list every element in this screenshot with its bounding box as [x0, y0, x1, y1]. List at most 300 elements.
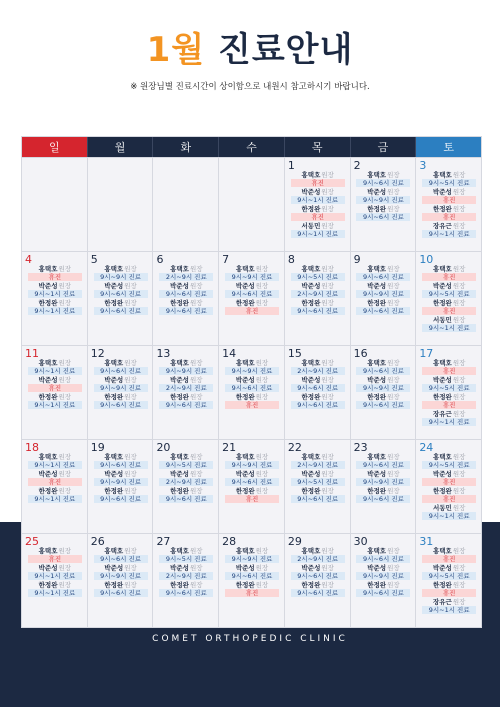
doctor-line [39, 282, 71, 290]
doctor-line [367, 282, 399, 290]
day-cell [285, 252, 351, 345]
doctor-name: 한정완 [367, 299, 387, 307]
doctor-line [104, 470, 136, 478]
day-number: 14 [222, 347, 237, 360]
clinic-hours-badge: 9시~9시 진료 [225, 367, 279, 375]
doctor-name: 홍택호 [38, 453, 58, 461]
doctor-role: 원장 [255, 453, 269, 461]
day-cell [153, 440, 219, 533]
day-number: 21 [222, 441, 237, 454]
doctor-role: 원장 [321, 581, 334, 589]
doctor-role: 원장 [452, 453, 466, 461]
clinic-hours-badge: 9시~6시 진료 [94, 290, 148, 298]
clinic-hours-badge: 9시~6시 진료 [94, 555, 148, 563]
doctor-line [433, 487, 465, 495]
doctor-role: 원장 [452, 410, 466, 418]
doctor-role: 원장 [255, 299, 269, 307]
day-off-badge: 휴진 [291, 213, 345, 221]
doctor-name: 장유근 [432, 598, 452, 606]
day-number: 4 [25, 253, 32, 266]
clinic-hours-badge: 9시~1시 진료 [422, 512, 476, 520]
doctor-name: 박준성 [38, 470, 58, 478]
doctor-role: 원장 [124, 564, 137, 572]
doctor-role: 원장 [58, 564, 72, 572]
schedule-entries [25, 359, 85, 410]
doctor-role: 원장 [452, 265, 466, 273]
day-number: 3 [419, 159, 427, 172]
doctor-line [39, 299, 71, 307]
doctor-name: 홍택호 [367, 265, 387, 273]
clinic-hours-badge: 9시~5시 진료 [159, 555, 213, 563]
doctor-line [433, 299, 465, 307]
day-cell [88, 346, 154, 439]
day-cell [351, 534, 417, 627]
doctor-name: 한정완 [367, 581, 387, 589]
weekday-monday: 월 [88, 137, 154, 157]
doctor-name: 홍택호 [432, 547, 452, 555]
clinic-hours-badge: 9시~5시 진료 [422, 384, 476, 392]
doctor-line [236, 581, 268, 589]
day-off-badge: 휴진 [422, 213, 476, 221]
doctor-role: 원장 [321, 188, 334, 196]
calendar-week [22, 157, 481, 251]
doctor-name: 한정완 [104, 393, 124, 401]
weekday-saturday: 토 [416, 137, 481, 157]
doctor-name: 홍택호 [367, 359, 387, 367]
doctor-name: 한정완 [235, 393, 255, 401]
clinic-hours-badge: 2시~9시 진료 [291, 367, 345, 375]
doctor-role: 원장 [189, 547, 203, 555]
doctor-line [236, 547, 268, 555]
day-number: 25 [25, 535, 39, 548]
clinic-hours-badge: 9시~5시 진료 [422, 179, 476, 187]
doctor-line [367, 453, 399, 461]
clinic-hours-badge: 2시~9시 진료 [291, 461, 345, 469]
day-off-badge: 휴진 [28, 478, 82, 486]
doctor-role: 원장 [124, 453, 137, 461]
schedule-entries [91, 547, 151, 598]
doctor-name: 박준성 [170, 376, 189, 384]
day-cell [351, 346, 417, 439]
doctor-line [367, 470, 399, 478]
clinic-hours-badge: 9시~9시 진료 [94, 572, 148, 580]
doctor-line [433, 316, 465, 324]
clinic-hours-badge: 9시~6시 진료 [159, 495, 213, 503]
day-cell [416, 346, 481, 439]
schedule-entries [288, 265, 348, 316]
doctor-line [39, 265, 71, 273]
doctor-line [433, 410, 465, 418]
clinic-hours-badge: 9시~6시 진료 [159, 290, 213, 298]
doctor-name: 홍택호 [170, 359, 189, 367]
doctor-line [302, 564, 334, 572]
day-cell [22, 252, 88, 345]
clinic-hours-badge: 9시~6시 진료 [225, 290, 279, 298]
page-title [0, 30, 500, 70]
clinic-hours-badge: 2시~9시 진료 [159, 273, 213, 281]
doctor-role: 원장 [452, 188, 466, 196]
clinic-hours-badge: 9시~6시 진료 [356, 401, 410, 409]
doctor-line [302, 282, 334, 290]
clinic-hours-badge: 9시~9시 진료 [225, 461, 279, 469]
doctor-role: 원장 [255, 581, 269, 589]
doctor-line [302, 359, 334, 367]
schedule-entries [419, 359, 479, 427]
doctor-name: 박준성 [432, 282, 452, 290]
doctor-name: 한정완 [432, 205, 452, 213]
day-cell [351, 252, 417, 345]
doctor-role: 원장 [189, 470, 203, 478]
doctor-name: 박준성 [235, 282, 255, 290]
doctor-name: 박준성 [104, 376, 124, 384]
doctor-name: 홍택호 [367, 171, 387, 179]
day-cell [285, 346, 351, 439]
clinic-hours-badge: 9시~5시 진료 [291, 273, 345, 281]
doctor-role: 원장 [255, 547, 269, 555]
schedule-entries [156, 265, 216, 316]
doctor-name: 한정완 [432, 393, 452, 401]
doctor-line [367, 376, 399, 384]
doctor-role: 원장 [387, 171, 400, 179]
day-number: 31 [419, 535, 434, 548]
doctor-role: 원장 [189, 359, 203, 367]
day-cell [285, 534, 351, 627]
clinic-hours-badge: 9시~9시 진료 [94, 384, 148, 392]
doctor-role: 원장 [189, 453, 203, 461]
day-off-badge: 휴진 [225, 589, 279, 597]
day-cell [416, 534, 481, 627]
clinic-hours-badge: 9시~6시 진료 [291, 307, 345, 315]
clinic-hours-badge: 9시~1시 진료 [422, 418, 476, 426]
doctor-name: 한정완 [432, 581, 452, 589]
doctor-role: 원장 [387, 359, 400, 367]
doctor-line [170, 564, 202, 572]
day-cell [153, 346, 219, 439]
doctor-line [170, 487, 202, 495]
doctor-line [170, 299, 202, 307]
weekday-header [22, 137, 481, 157]
schedule-entries [288, 453, 348, 504]
doctor-line [367, 265, 399, 273]
clinic-hours-badge: 9시~1시 진료 [28, 307, 82, 315]
day-off-badge: 휴진 [291, 179, 345, 187]
clinic-hours-badge: 9시~6시 진료 [159, 307, 213, 315]
doctor-line [104, 376, 136, 384]
day-number: 30 [353, 535, 368, 548]
clinic-hours-badge: 9시~6시 진료 [356, 461, 410, 469]
doctor-line [302, 299, 334, 307]
doctor-role: 원장 [452, 299, 466, 307]
clinic-hours-badge: 9시~1시 진료 [28, 401, 82, 409]
doctor-line [104, 564, 136, 572]
doctor-line [236, 564, 268, 572]
day-number: 1 [287, 159, 295, 172]
doctor-line [236, 453, 268, 461]
doctor-role: 원장 [58, 282, 72, 290]
doctor-line [302, 393, 334, 401]
day-cell [22, 534, 88, 627]
doctor-role: 원장 [387, 564, 400, 572]
clinic-hours-badge: 9시~6시 진료 [356, 179, 410, 187]
doctor-line [367, 487, 399, 495]
doctor-name: 홍택호 [432, 171, 452, 179]
doctor-name: 한정완 [367, 393, 387, 401]
schedule-entries [156, 547, 216, 598]
day-cell [153, 534, 219, 627]
clinic-hours-badge: 9시~6시 진료 [225, 572, 279, 580]
clinic-hours-badge: 9시~6시 진료 [94, 589, 148, 597]
doctor-line [302, 376, 334, 384]
doctor-name: 한정완 [170, 299, 189, 307]
doctor-name: 한정완 [38, 299, 58, 307]
doctor-role: 원장 [321, 282, 334, 290]
doctor-name: 박준성 [235, 470, 255, 478]
doctor-name: 한정완 [104, 581, 124, 589]
doctor-name: 박준성 [301, 282, 321, 290]
empty-day-cell [22, 158, 88, 251]
doctor-role: 원장 [452, 598, 466, 606]
doctor-role: 원장 [321, 547, 334, 555]
clinic-hours-badge: 9시~6시 진료 [291, 384, 345, 392]
day-cell [88, 534, 154, 627]
doctor-role: 원장 [387, 205, 400, 213]
clinic-hours-badge: 9시~9시 진료 [159, 367, 213, 375]
doctor-role: 원장 [321, 171, 334, 179]
schedule-entries [91, 453, 151, 504]
doctor-name: 박준성 [432, 376, 452, 384]
calendar-week [22, 345, 481, 439]
doctor-line [170, 581, 202, 589]
doctor-line [104, 581, 136, 589]
header [0, 30, 500, 92]
clinic-hours-badge: 2시~9시 진료 [291, 290, 345, 298]
calendar-week [22, 533, 481, 627]
doctor-role: 원장 [58, 487, 72, 495]
clinic-hours-badge: 9시~6시 진료 [356, 273, 410, 281]
day-number: 10 [419, 253, 434, 266]
doctor-line [170, 393, 202, 401]
doctor-name: 박준성 [367, 376, 387, 384]
clinic-hours-badge: 9시~6시 진료 [356, 367, 410, 375]
day-number: 5 [90, 253, 98, 266]
doctor-line [367, 188, 399, 196]
doctor-line [39, 581, 71, 589]
clinic-hours-badge: 9시~5시 진료 [422, 572, 476, 580]
doctor-role: 원장 [387, 265, 400, 273]
clinic-hours-badge: 9시~5시 진료 [422, 461, 476, 469]
day-off-badge: 휴진 [225, 495, 279, 503]
doctor-name: 박준성 [367, 470, 387, 478]
schedule-entries [222, 359, 282, 410]
clinic-hours-badge: 9시~1시 진료 [28, 290, 82, 298]
doctor-role: 원장 [321, 453, 334, 461]
doctor-line [302, 265, 334, 273]
doctor-line [433, 376, 465, 384]
day-cell [88, 440, 154, 533]
doctor-role: 원장 [58, 359, 72, 367]
day-off-badge: 휴진 [422, 555, 476, 563]
doctor-role: 원장 [387, 487, 400, 495]
schedule-entries [91, 265, 151, 316]
doctor-line [433, 453, 465, 461]
doctor-name: 박준성 [104, 470, 124, 478]
clinic-hours-badge: 9시~6시 진료 [291, 589, 345, 597]
doctor-role: 원장 [255, 359, 269, 367]
day-number: 27 [156, 535, 171, 548]
doctor-name: 박준성 [104, 564, 124, 572]
doctor-line [367, 359, 399, 367]
title-month: 1월 [146, 30, 206, 70]
schedule-entries [419, 453, 479, 521]
schedule-entries [419, 265, 479, 333]
doctor-name: 홍택호 [38, 547, 58, 555]
day-cell [22, 440, 88, 533]
schedule-entries [419, 171, 479, 239]
weekday-tuesday: 화 [153, 137, 219, 157]
doctor-role: 원장 [452, 581, 466, 589]
doctor-role: 원장 [189, 299, 203, 307]
doctor-role: 원장 [387, 547, 400, 555]
doctor-name: 한정완 [38, 487, 58, 495]
doctor-name: 한정완 [301, 581, 321, 589]
doctor-line [433, 504, 465, 512]
doctor-role: 원장 [58, 453, 72, 461]
doctor-line [433, 393, 465, 401]
clinic-hours-badge: 9시~9시 진료 [356, 290, 410, 298]
day-off-badge: 휴진 [422, 307, 476, 315]
doctor-name: 박준성 [367, 188, 387, 196]
day-cell [416, 252, 481, 345]
doctor-name: 홍택호 [170, 453, 189, 461]
day-number: 29 [287, 535, 302, 548]
doctor-name: 한정완 [432, 487, 452, 495]
doctor-role: 원장 [58, 393, 72, 401]
doctor-line [236, 470, 268, 478]
day-cell [285, 440, 351, 533]
schedule-entries [25, 265, 85, 316]
doctor-role: 원장 [58, 470, 72, 478]
doctor-line [104, 282, 136, 290]
clinic-hours-badge: 9시~9시 진료 [356, 384, 410, 392]
doctor-role: 원장 [58, 299, 72, 307]
doctor-line [367, 393, 399, 401]
doctor-line [433, 171, 465, 179]
day-number: 19 [90, 441, 105, 454]
doctor-role: 원장 [452, 393, 466, 401]
doctor-name: 홍택호 [301, 171, 321, 179]
clinic-hours-badge: 9시~6시 진료 [159, 589, 213, 597]
clinic-hours-badge: 9시~6시 진료 [225, 478, 279, 486]
doctor-role: 원장 [452, 376, 466, 384]
clinic-hours-badge: 9시~6시 진료 [291, 401, 345, 409]
doctor-role: 원장 [124, 282, 137, 290]
doctor-line [39, 547, 71, 555]
doctor-line [170, 359, 202, 367]
doctor-role: 원장 [321, 470, 334, 478]
day-cell [219, 440, 285, 533]
doctor-role: 원장 [452, 470, 466, 478]
doctor-name: 한정완 [235, 581, 255, 589]
doctor-line [170, 376, 202, 384]
day-cell [22, 346, 88, 439]
doctor-name: 홍택호 [367, 547, 387, 555]
doctor-name: 박준성 [38, 376, 58, 384]
doctor-line [39, 487, 71, 495]
doctor-line [104, 359, 136, 367]
clinic-hours-badge: 9시~1시 진료 [28, 495, 82, 503]
doctor-name: 한정완 [170, 581, 189, 589]
doctor-line [236, 359, 268, 367]
doctor-name: 홍택호 [235, 359, 255, 367]
clinic-hours-badge: 9시~1시 진료 [28, 589, 82, 597]
page-subtitle: ※ 원장님별 진료시간이 상이함으로 내원시 참고하시기 바랍니다. [130, 82, 370, 92]
doctor-name: 한정완 [38, 581, 58, 589]
doctor-name: 홍택호 [170, 265, 189, 273]
clinic-hours-badge: 9시~6시 진료 [356, 589, 410, 597]
clinic-name: COMET ORTHOPEDIC CLINIC [152, 634, 348, 644]
doctor-role: 원장 [452, 487, 466, 495]
clinic-hours-badge: 9시~6시 진료 [356, 307, 410, 315]
doctor-line [170, 547, 202, 555]
day-number: 12 [90, 347, 105, 360]
clinic-hours-badge: 9시~9시 진료 [225, 273, 279, 281]
doctor-name: 홍택호 [432, 265, 452, 273]
doctor-name: 서동민 [432, 504, 452, 512]
doctor-role: 원장 [124, 299, 137, 307]
empty-day-cell [219, 158, 285, 251]
day-off-badge: 휴진 [28, 384, 82, 392]
day-cell [219, 252, 285, 345]
doctor-role: 원장 [321, 359, 334, 367]
doctor-name: 홍택호 [104, 359, 124, 367]
day-cell [88, 252, 154, 345]
clinic-hours-badge: 9시~6시 진료 [356, 555, 410, 563]
calendar-week [22, 251, 481, 345]
doctor-role: 원장 [387, 393, 400, 401]
day-number: 18 [25, 441, 39, 454]
day-off-badge: 휴진 [28, 555, 82, 563]
doctor-name: 한정완 [301, 393, 321, 401]
doctor-line [433, 564, 465, 572]
day-off-badge: 휴진 [422, 367, 476, 375]
clinic-hours-badge: 9시~6시 진료 [94, 401, 148, 409]
clinic-hours-badge: 9시~1시 진료 [28, 572, 82, 580]
doctor-role: 원장 [321, 487, 334, 495]
doctor-line [302, 222, 334, 230]
clinic-hours-badge: 9시~5시 진료 [422, 290, 476, 298]
doctor-role: 원장 [255, 282, 269, 290]
doctor-line [433, 205, 465, 213]
doctor-name: 한정완 [235, 299, 255, 307]
day-cell [351, 440, 417, 533]
doctor-role: 원장 [452, 205, 466, 213]
doctor-line [104, 487, 136, 495]
doctor-line [302, 547, 334, 555]
doctor-role: 원장 [321, 564, 334, 572]
clinic-hours-badge: 9시~9시 진료 [94, 478, 148, 486]
doctor-line [39, 376, 71, 384]
day-off-badge: 휴진 [422, 196, 476, 204]
doctor-name: 한정완 [170, 393, 189, 401]
doctor-role: 원장 [58, 265, 72, 273]
doctor-line [302, 188, 334, 196]
doctor-role: 원장 [387, 282, 400, 290]
doctor-role: 원장 [321, 299, 334, 307]
doctor-name: 홍택호 [170, 547, 189, 555]
clinic-hours-badge: 9시~9시 진료 [356, 572, 410, 580]
doctor-name: 한정완 [367, 205, 387, 213]
doctor-role: 원장 [124, 487, 137, 495]
